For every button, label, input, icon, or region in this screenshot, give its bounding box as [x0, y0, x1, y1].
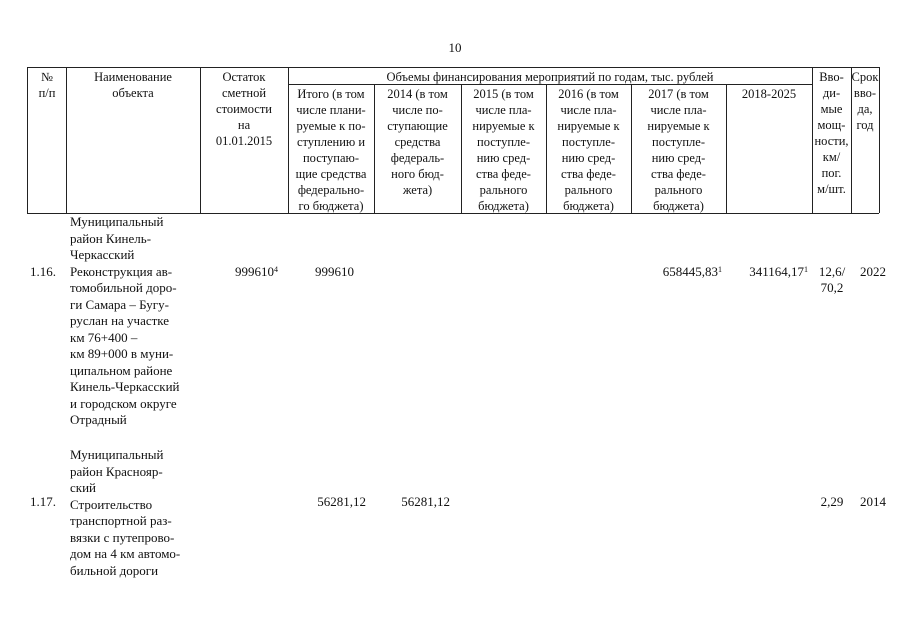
row-num: 1.17. [30, 494, 56, 509]
header-2015: 2015 (в том числе пла- нируемые к поступле- нию сред- ства феде- рального бюджета) [472, 87, 535, 213]
row-2017: 658445,83$^1$ [662, 264, 722, 279]
header-2018-2025: 2018-2025 [741, 87, 797, 101]
header-total: Итого (в том числе плани- руемые к по- ступлению и поступаю- щие средства федерально- го бюджета) [295, 87, 367, 213]
table-top-border [27, 67, 879, 68]
col-border [879, 67, 880, 213]
header-name: Наименование объекта [94, 70, 172, 100]
page-number: 10 [448, 40, 462, 55]
footnote-marker: 1 [804, 265, 808, 274]
header-remainder: Остаток сметной стоимости на 01.01.2015 [215, 70, 273, 148]
row-term: 2014 [860, 494, 886, 509]
footnote-marker: 1 [718, 265, 722, 274]
row-term: 2022 [860, 264, 886, 279]
col-border [726, 84, 727, 213]
footnote-marker: 4 [274, 265, 278, 274]
row-name: Муниципальный район Кинель- Черкасский Реконструкция ав- томобильной доро- ги Самара – Бугу- руслан на участке км 76+400 – км 89+000 в муни- ципальном районе Кинель-Черкасский и городском округе Отрадный [70, 214, 180, 427]
header-2017: 2017 (в том числе пла- нируемые к поступле- нию сред- ства феде- рального бюджета) [647, 87, 710, 213]
row-2018-2025: 341164,17$^1$ [749, 264, 808, 279]
row-2014: 56281,12 [401, 494, 450, 509]
row-num: 1.16. [30, 264, 56, 279]
row-total: 999610 [315, 264, 354, 279]
header-2016: 2016 (в том числе пла- нируемые к поступле- нию сред- ства феде- рального бюджета) [557, 87, 620, 213]
row-total: 56281,12 [317, 494, 366, 509]
row-capacity: 12,6/ 70,2 [818, 264, 846, 295]
row-remainder: 999610$^4$ [235, 264, 278, 279]
header-num: № п/п [38, 70, 56, 100]
header-2014: 2014 (в том числе по- ступающие средства федераль- ного бюд- жета) [387, 87, 448, 197]
header-capacity: Вво- ди- мые мощ- ности, км/ пог. м/шт. [814, 70, 849, 196]
header-term: Срок вво- да, год [851, 70, 879, 132]
row-name: Муниципальный район Краснояр- ский Строительство транспортной раз- вязки с путепрово- дом на 4 км автомо- бильной дороги [70, 447, 181, 578]
row-capacity: 2,29 [820, 494, 844, 509]
header-financing-group: Объемы финансирования мероприятий по годам, тыс. рублей [386, 70, 714, 84]
